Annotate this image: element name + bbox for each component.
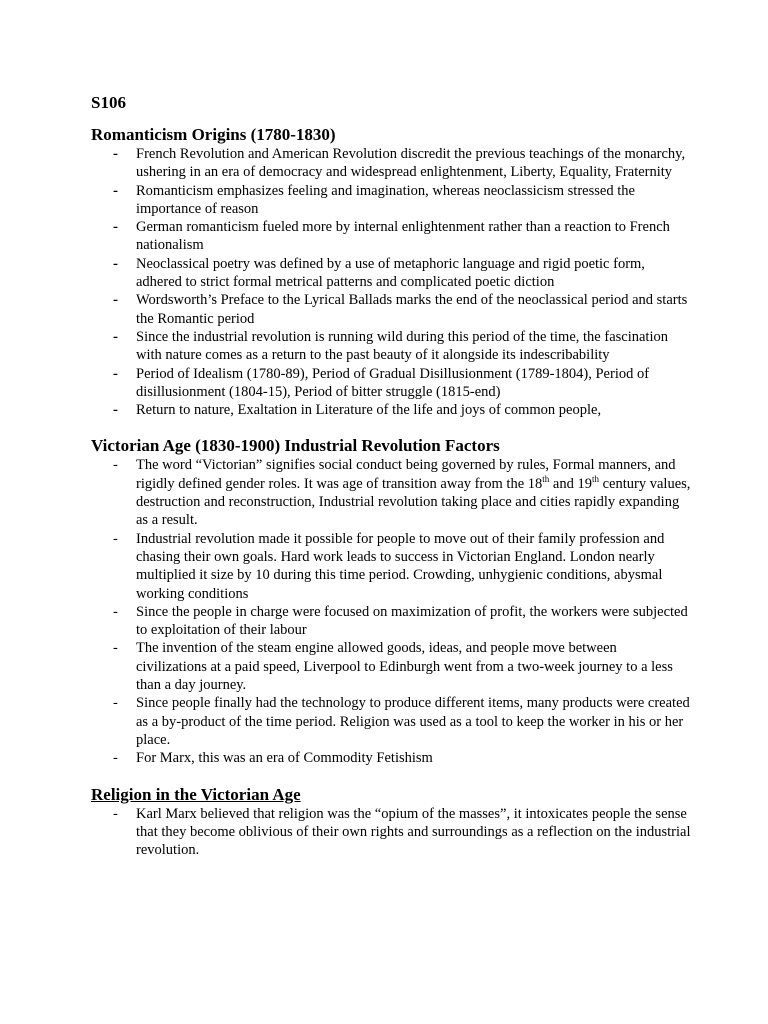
bullet-list [91,145,691,419]
section-romanticism [91,125,691,419]
list-item [91,328,691,365]
list-item [91,182,691,219]
superscript-ordinal: th [542,473,550,484]
bullet-list [91,456,691,767]
dash-bullet: - [113,146,118,162]
section-religion [91,785,691,860]
list-item-text: German romanticism fueled more by internal enlightenment rather than a reaction to French nationalism [136,219,670,254]
list-item [91,456,691,529]
document-body [91,93,691,859]
list-item [91,365,691,402]
list-item-text: Wordsworth’s Preface to the Lyrical Ballads marks the end of the neoclassical period and starts the Romantic period [136,292,688,327]
section-heading: Religion in the Victorian Age [91,784,301,804]
dash-bullet: - [113,255,118,272]
superscript-ordinal: th [591,473,599,484]
dash-bullet: - [113,750,118,767]
list-item [91,145,691,182]
dash-bullet: - [113,402,118,419]
list-item-text: The word “Victorian” signifies social conduct being governed by rules, Formal manners, and rigidly defined gender roles. It was age of transition away from the 18th and 19th century values, destruction and reconstruction, Industrial revolution taking place and cities rapidly expanding as a result. [136,457,691,529]
section-victorian-age [91,436,691,767]
list-item [91,530,691,603]
dash-bullet: - [113,640,118,657]
list-item [91,291,691,328]
section-heading: Romanticism Origins (1780-1830) [91,125,336,144]
dash-bullet: - [113,530,118,547]
list-item-text: Karl Marx believed that religion was the “opium of the masses”, it intoxicates people the sense that they become oblivious of their own rights and surroundings as a reflection on the industrial revolution. [136,805,691,859]
bullet-list [91,805,691,860]
dash-bullet: - [113,365,118,382]
list-item-text: Since the industrial revolution is running wild during this period of the time, the fascination with nature comes as a return to the past beauty of it alongside its indescribability [136,328,668,364]
dash-bullet: - [113,457,118,474]
section-heading: Victorian Age (1830-1900) Industrial Revolution Factors [91,436,500,456]
list-item [91,694,691,749]
dash-bullet: - [113,328,118,345]
list-item-text: Since the people in charge were focused on maximization of profit, the workers were subjected to exploitation of their labour [136,603,688,639]
list-item-text: Since people finally had the technology to produce different items, many products were created as a by-product of the time period. Religion was used as a tool to keep the worker in his or her place. [136,695,690,748]
list-item [91,805,691,860]
dash-bullet: - [113,805,118,822]
dash-bullet: - [113,603,118,620]
list-item-text: French Revolution and American Revolution discredit the previous teachings of the monarchy, ushering in an era of democracy and widespread enlightenment, Liberty, Equality, Fraternity [136,146,686,181]
list-item-text: The invention of the steam engine allowed goods, ideas, and people move between civilizations at a paid speed, Liverpool to Edinburgh went from a two-week journey to a less than a day journey. [136,640,673,694]
list-item-text: For Marx, this was an era of Commodity Fetishism [136,750,433,767]
list-item [91,639,691,694]
dash-bullet: - [113,219,118,236]
list-item-text: Period of Idealism (1780-89), Period of Gradual Disillusionment (1789-1804), Period of disillusionment (1804-15), Period of bitter struggle (1815-end) [136,365,650,400]
dash-bullet: - [113,182,118,199]
list-item [91,749,691,767]
dash-bullet: - [113,695,118,712]
list-item [91,603,691,640]
list-item-text: Return to nature, Exaltation in Literature of the life and joys of common people, [136,402,602,419]
list-item [91,218,691,255]
dash-bullet: - [113,292,118,309]
list-item-text: Romanticism emphasizes feeling and imagination, whereas neoclassicism stressed the importance of reason [136,182,635,217]
document-code: S106 [91,93,126,112]
list-item-text: Industrial revolution made it possible for people to move out of their family profession and chasing their own goals. Hard work leads to success in Victorian England. London nearly multiplied it size by 10 during this time period. Crowding, unhygienic conditions, abysmal working conditions [136,530,665,602]
list-item [91,255,691,292]
list-item-text: Neoclassical poetry was defined by a use of metaphoric language and rigid poetic form, adhered to strict formal metrical patterns and complicated poetic diction [136,255,645,291]
list-item [91,401,691,419]
